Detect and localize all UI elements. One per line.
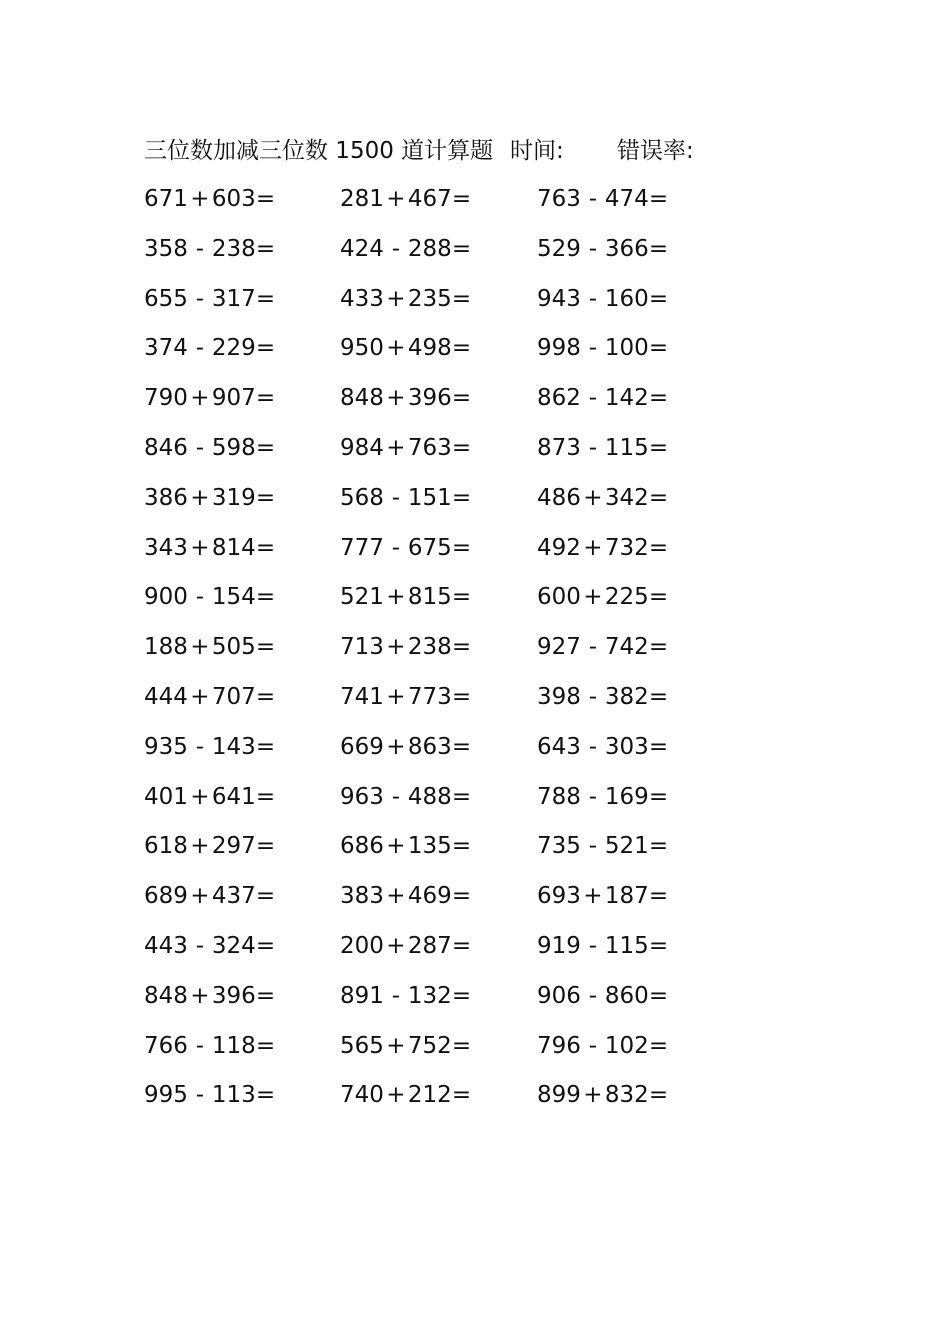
problem-item <box>340 281 537 331</box>
problem-item <box>537 281 737 331</box>
problem-item <box>144 779 340 829</box>
problem-item <box>537 330 737 380</box>
equals-sign: = <box>648 285 669 312</box>
operator-sign: - <box>195 285 205 312</box>
problem-item <box>144 679 340 729</box>
problem-item <box>340 978 537 1028</box>
operand-a: 848 <box>340 385 384 412</box>
equals-sign: = <box>255 285 276 312</box>
worksheet-title: 三位数加减三位数 1500 道计算题 <box>144 138 494 164</box>
problem-item <box>340 1077 537 1127</box>
equals-sign: = <box>451 584 472 611</box>
problem-item <box>144 828 340 878</box>
operand-a: 790 <box>144 385 188 412</box>
operator-sign: - <box>588 833 598 860</box>
operand-a: 766 <box>144 1032 188 1059</box>
operator-sign: - <box>391 484 401 511</box>
operand-b: 169 <box>604 783 649 810</box>
operator-sign: + <box>583 1082 603 1109</box>
equals-sign: = <box>648 1082 669 1109</box>
operand-a: 358 <box>144 235 188 262</box>
equals-sign: = <box>451 484 472 511</box>
operand-b: 641 <box>211 783 256 810</box>
problem-item <box>537 629 737 679</box>
equals-sign: = <box>451 683 472 710</box>
problem-item <box>144 530 340 580</box>
operator-sign: + <box>190 534 210 561</box>
equals-sign: = <box>255 584 276 611</box>
problem-item <box>144 978 340 1028</box>
problem-item <box>340 579 537 629</box>
operand-b: 863 <box>407 733 452 760</box>
operand-b: 773 <box>407 683 452 710</box>
operand-b: 142 <box>604 385 649 412</box>
operand-a: 689 <box>144 883 188 910</box>
operand-a: 846 <box>144 434 188 461</box>
operand-a: 740 <box>340 1082 384 1109</box>
problem-item <box>144 1077 340 1127</box>
error-rate-label: 错误率: <box>617 138 694 164</box>
operand-b: 382 <box>604 683 649 710</box>
problem-item <box>144 231 340 281</box>
equals-sign: = <box>648 1032 669 1059</box>
problem-item <box>144 579 340 629</box>
operand-a: 200 <box>340 932 384 959</box>
problem-item <box>340 679 537 729</box>
operand-b: 135 <box>407 833 452 860</box>
problem-item <box>340 629 537 679</box>
problem-item <box>537 579 737 629</box>
problem-item <box>144 281 340 331</box>
operator-sign: + <box>386 883 406 910</box>
equals-sign: = <box>255 733 276 760</box>
operand-b: 474 <box>604 186 649 212</box>
operand-a: 777 <box>340 534 384 561</box>
operator-sign: + <box>386 584 406 611</box>
equals-sign: = <box>451 932 472 959</box>
operator-sign: - <box>195 235 205 262</box>
equals-sign: = <box>648 335 669 362</box>
operator-sign: - <box>195 434 205 461</box>
operator-sign: - <box>588 186 598 212</box>
problem-item <box>537 480 737 530</box>
operand-a: 492 <box>537 534 581 561</box>
operand-b: 860 <box>604 982 649 1009</box>
problem-item <box>340 430 537 480</box>
operator-sign: - <box>195 584 205 611</box>
operator-sign: + <box>190 982 210 1009</box>
operand-b: 113 <box>211 1082 256 1109</box>
operand-b: 488 <box>407 783 452 810</box>
operand-a: 618 <box>144 833 188 860</box>
problem-item <box>537 231 737 281</box>
equals-sign: = <box>255 534 276 561</box>
operand-a: 899 <box>537 1082 581 1109</box>
equals-sign: = <box>255 235 276 262</box>
operand-b: 297 <box>211 833 256 860</box>
operand-b: 742 <box>604 634 649 661</box>
operand-b: 143 <box>211 733 256 760</box>
operand-a: 643 <box>537 733 581 760</box>
problem-item <box>537 878 737 928</box>
operand-a: 963 <box>340 783 384 810</box>
operand-b: 498 <box>407 335 452 362</box>
equals-sign: = <box>255 783 276 810</box>
operand-b: 366 <box>604 235 649 262</box>
operand-a: 862 <box>537 385 581 412</box>
operand-b: 187 <box>604 883 649 910</box>
operand-a: 671 <box>144 186 188 212</box>
problem-item <box>144 629 340 679</box>
problem-item <box>340 779 537 829</box>
operator-sign: - <box>588 434 598 461</box>
operator-sign: - <box>588 683 598 710</box>
equals-sign: = <box>648 932 669 959</box>
equals-sign: = <box>451 385 472 412</box>
operand-a: 424 <box>340 235 384 262</box>
operator-sign: + <box>386 285 406 312</box>
equals-sign: = <box>451 833 472 860</box>
time-label: 时间: <box>510 138 564 164</box>
equals-sign: = <box>255 385 276 412</box>
operator-sign: + <box>386 335 406 362</box>
operand-b: 505 <box>211 634 256 661</box>
operator-sign: - <box>195 1082 205 1109</box>
equals-sign: = <box>648 783 669 810</box>
operator-sign: - <box>195 335 205 362</box>
operator-sign: + <box>386 1082 406 1109</box>
operand-a: 906 <box>537 982 581 1009</box>
operand-a: 935 <box>144 733 188 760</box>
operand-b: 238 <box>211 235 256 262</box>
equals-sign: = <box>255 434 276 461</box>
problem-item <box>537 380 737 430</box>
operand-b: 396 <box>211 982 256 1009</box>
operand-b: 288 <box>407 235 452 262</box>
equals-sign: = <box>451 883 472 910</box>
operand-b: 238 <box>407 634 452 661</box>
equals-sign: = <box>255 1082 276 1109</box>
equals-sign: = <box>255 484 276 511</box>
equals-sign: = <box>648 833 669 860</box>
operand-b: 229 <box>211 335 256 362</box>
equals-sign: = <box>451 285 472 312</box>
operand-a: 900 <box>144 584 188 611</box>
operand-a: 891 <box>340 982 384 1009</box>
operand-a: 398 <box>537 683 581 710</box>
problem-item <box>340 530 537 580</box>
equals-sign: = <box>451 534 472 561</box>
operator-sign: - <box>588 235 598 262</box>
operand-b: 319 <box>211 484 256 511</box>
operator-sign: + <box>386 634 406 661</box>
problem-item <box>144 928 340 978</box>
operator-sign: + <box>190 883 210 910</box>
operand-b: 763 <box>407 434 452 461</box>
operator-sign: + <box>190 683 210 710</box>
operand-a: 693 <box>537 883 581 910</box>
operand-a: 763 <box>537 186 581 212</box>
operand-b: 675 <box>407 534 452 561</box>
problem-item <box>340 1028 537 1078</box>
equals-sign: = <box>648 186 669 212</box>
operator-sign: + <box>190 833 210 860</box>
operand-b: 317 <box>211 285 256 312</box>
operator-sign: - <box>588 335 598 362</box>
equals-sign: = <box>648 683 669 710</box>
equals-sign: = <box>451 733 472 760</box>
problem-item <box>144 729 340 779</box>
problem-item <box>537 1028 737 1078</box>
problem-item <box>537 430 737 480</box>
operand-a: 600 <box>537 584 581 611</box>
operator-sign: - <box>391 783 401 810</box>
problem-item <box>537 928 737 978</box>
equals-sign: = <box>255 883 276 910</box>
problem-item <box>144 480 340 530</box>
problem-item <box>340 480 537 530</box>
operand-a: 343 <box>144 534 188 561</box>
operand-b: 603 <box>211 186 256 212</box>
operand-b: 100 <box>604 335 649 362</box>
operator-sign: + <box>190 634 210 661</box>
operator-sign: + <box>583 883 603 910</box>
problem-item <box>340 729 537 779</box>
operand-b: 118 <box>211 1032 256 1059</box>
equals-sign: = <box>451 634 472 661</box>
equals-sign: = <box>255 186 276 212</box>
operator-sign: - <box>588 982 598 1009</box>
operator-sign: + <box>386 186 406 212</box>
problem-item <box>537 828 737 878</box>
operator-sign: - <box>588 733 598 760</box>
problem-item <box>144 330 340 380</box>
operand-b: 907 <box>211 385 256 412</box>
equals-sign: = <box>255 335 276 362</box>
operator-sign: + <box>386 833 406 860</box>
operand-a: 848 <box>144 982 188 1009</box>
operator-sign: - <box>588 932 598 959</box>
operand-b: 115 <box>604 434 649 461</box>
operand-a: 529 <box>537 235 581 262</box>
operand-b: 115 <box>604 932 649 959</box>
operand-b: 303 <box>604 733 649 760</box>
operand-a: 281 <box>340 186 384 212</box>
operand-a: 669 <box>340 733 384 760</box>
operand-b: 160 <box>604 285 649 312</box>
problem-item <box>537 530 737 580</box>
problem-item <box>340 928 537 978</box>
equals-sign: = <box>451 1032 472 1059</box>
operand-a: 486 <box>537 484 581 511</box>
operand-a: 713 <box>340 634 384 661</box>
problem-item <box>340 231 537 281</box>
operator-sign: + <box>583 534 603 561</box>
equals-sign: = <box>451 235 472 262</box>
operand-b: 324 <box>211 932 256 959</box>
problem-item <box>537 779 737 829</box>
problem-item <box>144 1028 340 1078</box>
problem-item <box>537 978 737 1028</box>
problem-item <box>340 181 537 231</box>
problem-item <box>537 729 737 779</box>
operator-sign: - <box>195 733 205 760</box>
operand-a: 998 <box>537 335 581 362</box>
operator-sign: - <box>588 285 598 312</box>
operand-b: 707 <box>211 683 256 710</box>
operand-a: 401 <box>144 783 188 810</box>
equals-sign: = <box>648 434 669 461</box>
operand-b: 342 <box>604 484 649 511</box>
operand-a: 873 <box>537 434 581 461</box>
operator-sign: + <box>583 584 603 611</box>
operator-sign: + <box>386 385 406 412</box>
equals-sign: = <box>451 1082 472 1109</box>
operand-a: 943 <box>537 285 581 312</box>
operand-a: 741 <box>340 683 384 710</box>
equals-sign: = <box>648 385 669 412</box>
operand-a: 444 <box>144 683 188 710</box>
problem-item <box>537 181 737 231</box>
operand-a: 188 <box>144 634 188 661</box>
operand-a: 383 <box>340 883 384 910</box>
problem-item <box>537 1077 737 1127</box>
operator-sign: + <box>190 186 210 212</box>
equals-sign: = <box>451 982 472 1009</box>
operand-a: 984 <box>340 434 384 461</box>
operand-b: 814 <box>211 534 256 561</box>
problem-item <box>144 181 340 231</box>
operand-b: 732 <box>604 534 649 561</box>
operand-b: 521 <box>604 833 649 860</box>
operand-b: 832 <box>604 1082 649 1109</box>
operator-sign: - <box>588 634 598 661</box>
equals-sign: = <box>648 733 669 760</box>
equals-sign: = <box>255 833 276 860</box>
operand-a: 950 <box>340 335 384 362</box>
equals-sign: = <box>255 982 276 1009</box>
operand-a: 927 <box>537 634 581 661</box>
operand-a: 655 <box>144 285 188 312</box>
operand-b: 132 <box>407 982 452 1009</box>
operator-sign: - <box>588 783 598 810</box>
equals-sign: = <box>648 584 669 611</box>
operator-sign: - <box>195 1032 205 1059</box>
operand-a: 995 <box>144 1082 188 1109</box>
operand-b: 235 <box>407 285 452 312</box>
problem-item <box>537 679 737 729</box>
operand-a: 565 <box>340 1032 384 1059</box>
problem-item <box>144 878 340 928</box>
problem-item <box>340 330 537 380</box>
equals-sign: = <box>648 534 669 561</box>
operand-b: 437 <box>211 883 256 910</box>
operand-a: 735 <box>537 833 581 860</box>
operand-b: 287 <box>407 932 452 959</box>
problem-item <box>340 828 537 878</box>
operand-a: 386 <box>144 484 188 511</box>
problem-item <box>340 380 537 430</box>
equals-sign: = <box>255 932 276 959</box>
operand-b: 212 <box>407 1082 452 1109</box>
problem-item <box>144 430 340 480</box>
operand-b: 598 <box>211 434 256 461</box>
operand-a: 796 <box>537 1032 581 1059</box>
equals-sign: = <box>648 982 669 1009</box>
operand-b: 102 <box>604 1032 649 1059</box>
operand-a: 433 <box>340 285 384 312</box>
operand-a: 443 <box>144 932 188 959</box>
operand-a: 686 <box>340 833 384 860</box>
equals-sign: = <box>451 186 472 212</box>
operand-b: 467 <box>407 186 452 212</box>
problem-item <box>340 878 537 928</box>
operator-sign: - <box>588 1032 598 1059</box>
operand-b: 396 <box>407 385 452 412</box>
operand-b: 151 <box>407 484 452 511</box>
operand-b: 815 <box>407 584 452 611</box>
operator-sign: + <box>190 783 210 810</box>
operator-sign: + <box>386 683 406 710</box>
operand-a: 374 <box>144 335 188 362</box>
operator-sign: - <box>588 385 598 412</box>
operator-sign: - <box>391 982 401 1009</box>
problem-item <box>144 380 340 430</box>
operator-sign: + <box>583 484 603 511</box>
equals-sign: = <box>255 1032 276 1059</box>
operator-sign: + <box>190 484 210 511</box>
equals-sign: = <box>648 484 669 511</box>
equals-sign: = <box>451 335 472 362</box>
operator-sign: - <box>195 932 205 959</box>
operand-a: 568 <box>340 484 384 511</box>
equals-sign: = <box>255 634 276 661</box>
equals-sign: = <box>648 235 669 262</box>
operator-sign: + <box>386 1032 406 1059</box>
equals-sign: = <box>451 783 472 810</box>
equals-sign: = <box>451 434 472 461</box>
equals-sign: = <box>255 683 276 710</box>
operator-sign: + <box>386 932 406 959</box>
operand-a: 919 <box>537 932 581 959</box>
operand-b: 469 <box>407 883 452 910</box>
operator-sign: + <box>190 385 210 412</box>
operand-b: 752 <box>407 1032 452 1059</box>
operator-sign: + <box>386 434 406 461</box>
equals-sign: = <box>648 883 669 910</box>
operand-b: 154 <box>211 584 256 611</box>
operand-a: 788 <box>537 783 581 810</box>
problem-grid <box>144 181 744 1127</box>
operator-sign: - <box>391 534 401 561</box>
equals-sign: = <box>648 634 669 661</box>
operand-a: 521 <box>340 584 384 611</box>
operand-b: 225 <box>604 584 649 611</box>
operator-sign: + <box>386 733 406 760</box>
operator-sign: - <box>391 235 401 262</box>
